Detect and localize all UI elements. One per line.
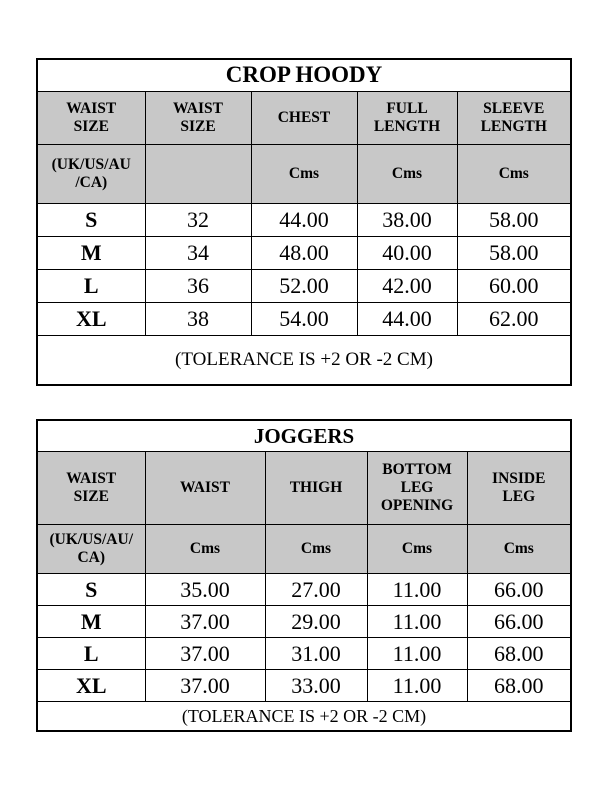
value-cell: 60.00: [457, 270, 571, 303]
value-cell: 37.00: [145, 638, 265, 670]
value-cell: 11.00: [367, 670, 467, 702]
value-cell: 32: [145, 204, 251, 237]
value-cell: 35.00: [145, 574, 265, 606]
value-cell: 68.00: [467, 638, 571, 670]
crop-hoody-size-table: [36, 58, 572, 386]
units-cell: Cms: [251, 145, 357, 204]
size-cell: L: [37, 638, 145, 670]
header-waist-size: WAIST SIZE: [37, 92, 145, 145]
value-cell: 37.00: [145, 670, 265, 702]
header-waist-size: WAIST SIZE: [145, 92, 251, 145]
table-row: [37, 606, 571, 638]
value-cell: 38.00: [357, 204, 457, 237]
tolerance-note: (TOLERANCE IS +2 OR -2 CM): [37, 336, 571, 386]
header-inside-leg: INSIDE LEG: [467, 452, 571, 525]
header-sleeve-length: SLEEVE LENGTH: [457, 92, 571, 145]
value-cell: 68.00: [467, 670, 571, 702]
value-cell: 29.00: [265, 606, 367, 638]
value-cell: 37.00: [145, 606, 265, 638]
header-thigh: THIGH: [265, 452, 367, 525]
table-row: [37, 670, 571, 702]
joggers-title: JOGGERS: [37, 420, 571, 452]
table-row: [37, 303, 571, 336]
units-cell: Cms: [357, 145, 457, 204]
value-cell: 44.00: [251, 204, 357, 237]
tolerance-note: (TOLERANCE IS +2 OR -2 CM): [37, 702, 571, 732]
value-cell: 38: [145, 303, 251, 336]
size-cell: S: [37, 204, 145, 237]
table-row: [37, 237, 571, 270]
table-row: [37, 638, 571, 670]
header-chest: CHEST: [251, 92, 357, 145]
value-cell: 31.00: [265, 638, 367, 670]
value-cell: 52.00: [251, 270, 357, 303]
units-cell: Cms: [145, 525, 265, 574]
units-cell: Cms: [367, 525, 467, 574]
value-cell: 11.00: [367, 638, 467, 670]
size-cell: M: [37, 237, 145, 270]
size-cell: M: [37, 606, 145, 638]
value-cell: 11.00: [367, 574, 467, 606]
size-cell: L: [37, 270, 145, 303]
value-cell: 48.00: [251, 237, 357, 270]
size-cell: XL: [37, 670, 145, 702]
units-region: (UK/US/AU /CA): [37, 145, 145, 204]
units-region: (UK/US/AU/ CA): [37, 525, 145, 574]
value-cell: 44.00: [357, 303, 457, 336]
table-row: [37, 574, 571, 606]
table-row: [37, 270, 571, 303]
units-cell: [145, 145, 251, 204]
table-row: [37, 204, 571, 237]
value-cell: 58.00: [457, 204, 571, 237]
value-cell: 62.00: [457, 303, 571, 336]
value-cell: 34: [145, 237, 251, 270]
value-cell: 66.00: [467, 574, 571, 606]
units-cell: Cms: [265, 525, 367, 574]
value-cell: 27.00: [265, 574, 367, 606]
value-cell: 58.00: [457, 237, 571, 270]
value-cell: 33.00: [265, 670, 367, 702]
value-cell: 42.00: [357, 270, 457, 303]
header-waist: WAIST: [145, 452, 265, 525]
header-waist-size: WAIST SIZE: [37, 452, 145, 525]
units-cell: Cms: [457, 145, 571, 204]
header-bottom-leg-opening: BOTTOM LEG OPENING: [367, 452, 467, 525]
value-cell: 66.00: [467, 606, 571, 638]
crop-hoody-title: CROP HOODY: [37, 59, 571, 92]
joggers-size-table: [36, 419, 572, 732]
value-cell: 36: [145, 270, 251, 303]
size-cell: S: [37, 574, 145, 606]
size-cell: XL: [37, 303, 145, 336]
value-cell: 11.00: [367, 606, 467, 638]
header-full-length: FULL LENGTH: [357, 92, 457, 145]
value-cell: 54.00: [251, 303, 357, 336]
value-cell: 40.00: [357, 237, 457, 270]
units-cell: Cms: [467, 525, 571, 574]
